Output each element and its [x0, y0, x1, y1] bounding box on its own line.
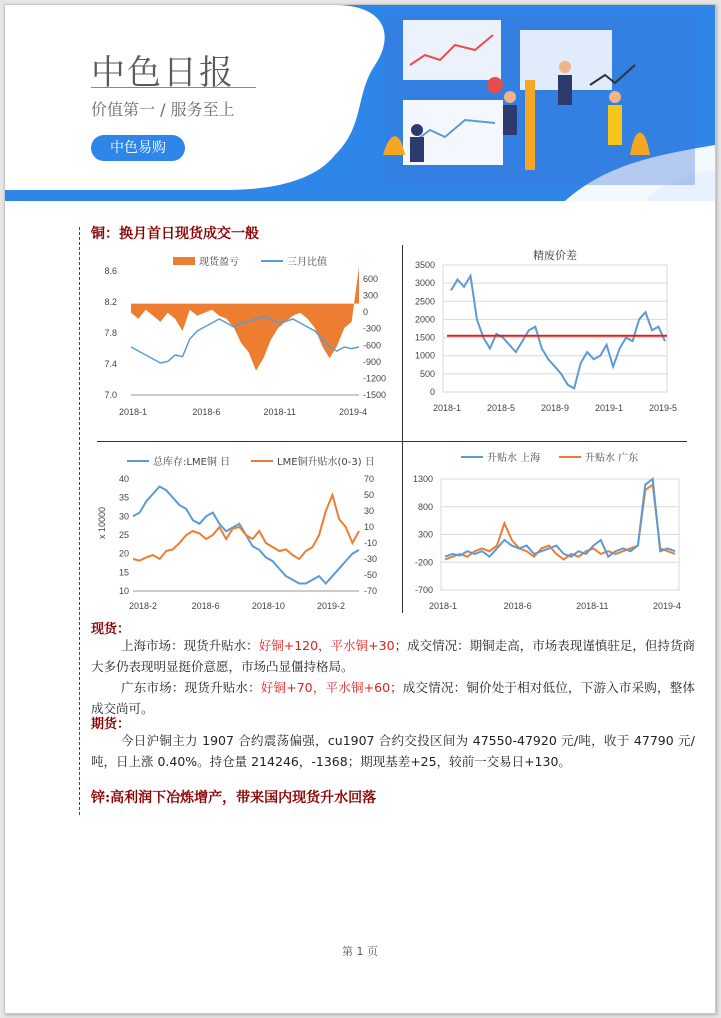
y-left-tick: 30: [118, 511, 129, 522]
series-premium-line: [133, 495, 359, 561]
y-left-tick: 7.8: [104, 328, 117, 338]
futures-paragraph: 今日沪铜主力 1907 合约震荡偏强，cu1907 合约交投区间为 47550-47920 元/吨，收于 47790 元/吨，日上涨 0.40%。持仓量 214246，-1368；期现基差+25，较前一交易日+130。: [91, 733, 695, 769]
x-tick: 2018-1: [432, 403, 462, 413]
y-left-tick: 7.4: [104, 359, 117, 369]
zinc-section-title: 锌:高利润下冶炼增产，带来国内现货升水回落: [91, 790, 377, 806]
y-tick: 3500: [414, 260, 435, 270]
x-tick: 2018-1: [428, 601, 458, 611]
chart-lme-inventory: [91, 445, 396, 615]
y-right-tick: 30: [364, 506, 375, 516]
x-tick: 2019-2: [316, 601, 346, 611]
y-tick: 1000: [414, 350, 435, 361]
y-right-tick: 50: [364, 490, 375, 500]
chart-spot-premium: [405, 445, 695, 615]
y-tick: 500: [419, 368, 435, 379]
x-tick: 2018-9: [540, 403, 570, 413]
y-tick: 2500: [414, 296, 435, 307]
chart-divider-horizontal: [97, 441, 687, 442]
spot-heading: 现货：: [91, 622, 131, 637]
legend-swatch: [173, 257, 195, 265]
x-tick: 2019-4: [338, 407, 368, 417]
series-spot-profit-area: [131, 267, 359, 371]
y-left-tick: 10: [118, 586, 129, 596]
series-shanghai-line: [445, 479, 675, 557]
y-right-tick: 70: [364, 474, 375, 484]
y-tick: -700: [414, 585, 433, 595]
brand-button[interactable]: 中色易购: [91, 135, 185, 161]
x-tick: 2018-5: [486, 403, 516, 413]
x-tick: 2018-2: [128, 601, 158, 611]
y-right-tick: -10: [364, 538, 378, 548]
shanghai-market-paragraph: 上海市场：现货升贴水：好铜+120，平水铜+30；成交情况：期铜走高，市场表现谨慎驻足，但持货商大多仍表现明显挺价意愿，市场凸显僵持格局。: [91, 638, 695, 674]
y-left-tick: 8.6: [104, 266, 117, 276]
x-tick: 2018-11: [263, 407, 296, 417]
y-right-tick: -300: [363, 323, 382, 334]
y-tick: 0: [429, 387, 435, 397]
y-right-tick: -1500: [363, 390, 387, 400]
y-tick: 1500: [414, 332, 435, 343]
legend-label: 现货盈亏: [199, 257, 239, 268]
y-left-tick: 35: [118, 492, 129, 503]
chart-spot-profit: [91, 245, 396, 425]
brand-title: 中色日报: [91, 53, 235, 93]
y-left-tick: 7.0: [104, 390, 117, 400]
legend-label: 升贴水 广东: [585, 453, 639, 464]
y-tick: 2000: [414, 314, 435, 325]
legend-label: 总库存:LME铜 日: [153, 457, 231, 468]
legend-label: 三月比值: [287, 257, 327, 268]
x-tick: 2018-10: [251, 601, 285, 611]
y-left-tick: 8.2: [104, 297, 117, 307]
y-left-tick: 25: [118, 530, 129, 540]
x-tick: 2018-11: [576, 601, 609, 611]
y-axis-label: x 10000: [97, 506, 107, 540]
chart-refined-scrap-spread: [405, 245, 695, 425]
x-tick: 2018-6: [192, 407, 221, 417]
chart-divider-vertical: [402, 245, 403, 613]
page-number: 第 1 页: [342, 945, 378, 958]
plot-frame: [443, 265, 667, 392]
y-left-tick: 15: [118, 567, 129, 578]
y-right-tick: -30: [364, 554, 378, 564]
legend-label: LME铜升贴水(0-3) 日: [277, 457, 375, 468]
x-tick: 2018-1: [118, 407, 148, 417]
x-tick: 2019-4: [652, 601, 682, 611]
y-right-tick: -600: [363, 340, 382, 351]
y-right-tick: 300: [363, 290, 379, 301]
x-tick: 2018-6: [503, 601, 532, 611]
brand-divider: [91, 87, 256, 88]
copper-section-title: 铜：换月首日现货成交一般: [91, 226, 259, 242]
y-right-tick: 10: [364, 522, 375, 532]
guangdong-market-paragraph: 广东市场：现货升贴水：好铜+70，平水铜+60；成交情况：铜价处于相对低位，下游入市采购，整体成交尚可。: [91, 680, 695, 716]
brand-slogan: 价值第一 / 服务至上: [91, 100, 235, 119]
y-right-tick: -1200: [363, 373, 387, 384]
y-right-tick: -900: [363, 356, 382, 367]
margin-dashed-line: [79, 227, 80, 815]
y-right-tick: 0: [363, 307, 369, 318]
y-right-tick: -70: [364, 586, 378, 596]
y-tick: 3000: [414, 278, 435, 289]
x-tick: 2019-1: [594, 403, 624, 413]
chart-title: 精废价差: [533, 249, 577, 262]
y-right-tick: -50: [364, 570, 378, 580]
y-tick: 300: [417, 529, 433, 540]
y-tick: -200: [414, 557, 433, 568]
futures-heading: 期货：: [91, 717, 131, 732]
header-banner: [5, 5, 715, 201]
series-spread-line: [451, 276, 665, 389]
y-right-tick: 600: [363, 274, 379, 284]
y-left-tick: 40: [118, 474, 129, 484]
report-page: [4, 4, 716, 1014]
legend-label: 升贴水 上海: [487, 453, 541, 464]
y-left-tick: 20: [118, 548, 129, 559]
y-tick: 1300: [412, 474, 433, 484]
x-tick: 2018-6: [191, 601, 220, 611]
x-tick: 2019-5: [648, 403, 678, 413]
y-tick: 800: [417, 501, 433, 512]
